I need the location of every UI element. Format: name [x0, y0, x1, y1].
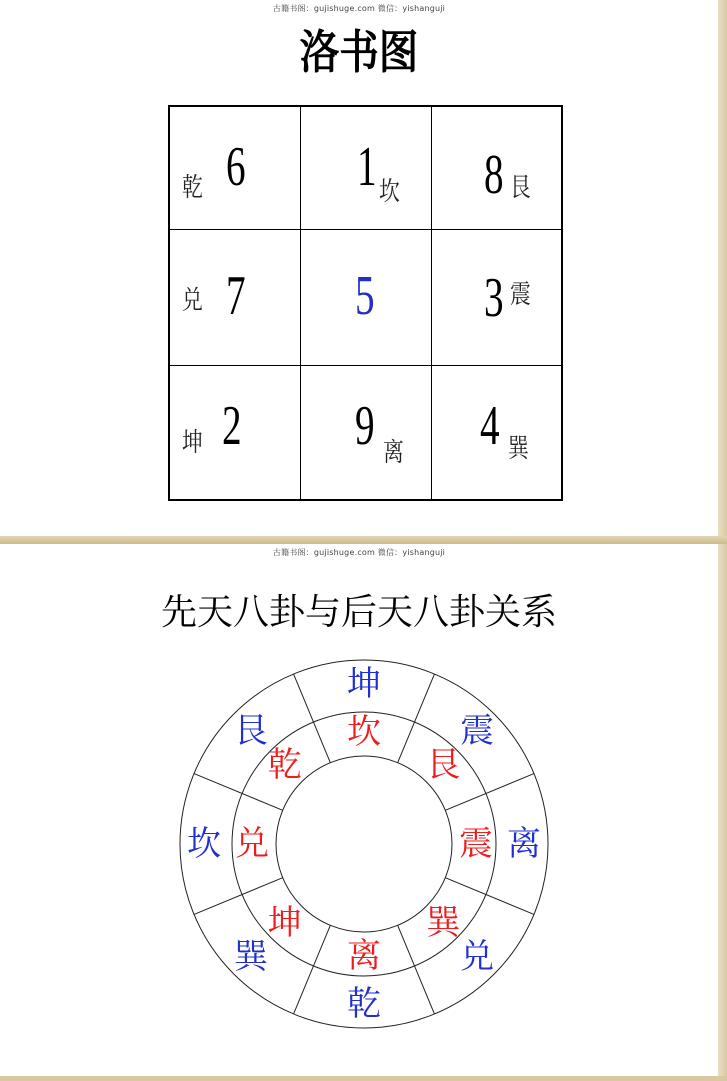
- inner-trigram-6: 兑: [235, 824, 269, 864]
- outer-trigram-0: 坤: [347, 664, 381, 704]
- inner-trigram-4: 离: [347, 936, 381, 976]
- grid-cell: [300, 229, 432, 366]
- grid-cell: [169, 229, 301, 366]
- outer-trigram-1: 震: [460, 710, 495, 751]
- cell-number: 7: [226, 265, 246, 327]
- inner-trigram-7: 乾: [267, 744, 302, 785]
- trigram-label: 离: [383, 438, 404, 468]
- page-divider: [0, 536, 727, 544]
- bagua-wheel: [0, 544, 718, 1076]
- inner-trigram-5: 坤: [267, 903, 302, 944]
- trigram-label: 艮: [510, 173, 531, 203]
- cell-number: 1: [357, 136, 377, 198]
- page-luoshu: [0, 0, 718, 536]
- inner-trigram-2: 震: [459, 824, 493, 864]
- grid-cell: [431, 106, 562, 230]
- outer-trigram-2: 离: [507, 824, 541, 864]
- trigram-label: 巽: [508, 434, 529, 464]
- page-title: 先天八卦与后天八卦关系: [160, 592, 557, 633]
- outer-trigram-6: 坎: [187, 824, 221, 864]
- cell-number: 2: [222, 395, 242, 457]
- page-bottom-edge: [0, 1076, 727, 1081]
- inner-trigram-1: 艮: [426, 744, 461, 785]
- page-bagua-relation: [0, 544, 718, 1076]
- trigram-label: 兑: [182, 286, 203, 316]
- center-number: 5: [355, 265, 375, 327]
- outer-trigram-3: 兑: [460, 937, 495, 978]
- trigram-label: 坎: [379, 177, 400, 207]
- watermark: 古籍书阁：gujishuge.com 微信：yishanguji: [272, 548, 446, 557]
- outer-trigram-7: 艮: [233, 710, 268, 751]
- cell-number: 8: [484, 144, 504, 206]
- cell-number: 3: [484, 267, 504, 329]
- inner-trigram-0: 坎: [347, 712, 381, 752]
- grid-cell: [169, 365, 301, 500]
- trigram-label: 坤: [182, 428, 203, 458]
- trigram-label: 乾: [182, 173, 203, 203]
- grid-cell: [431, 229, 562, 366]
- grid-cell: [300, 106, 432, 230]
- trigram-label: 震: [510, 280, 531, 310]
- watermark: 古籍书阁：gujishuge.com 微信：yishanguji: [272, 4, 446, 13]
- outer-trigram-4: 乾: [347, 984, 381, 1024]
- grid-cell: [300, 365, 432, 500]
- grid-cell: [169, 106, 301, 230]
- cell-number: 6: [226, 136, 246, 198]
- page-title: 洛书图: [299, 25, 419, 79]
- cell-number: 4: [480, 395, 500, 457]
- outer-trigram-5: 巽: [233, 937, 268, 978]
- inner-trigram-3: 巽: [426, 903, 461, 944]
- luoshu-grid: [168, 105, 563, 501]
- grid-cell: [431, 365, 562, 500]
- cell-number: 9: [355, 395, 375, 457]
